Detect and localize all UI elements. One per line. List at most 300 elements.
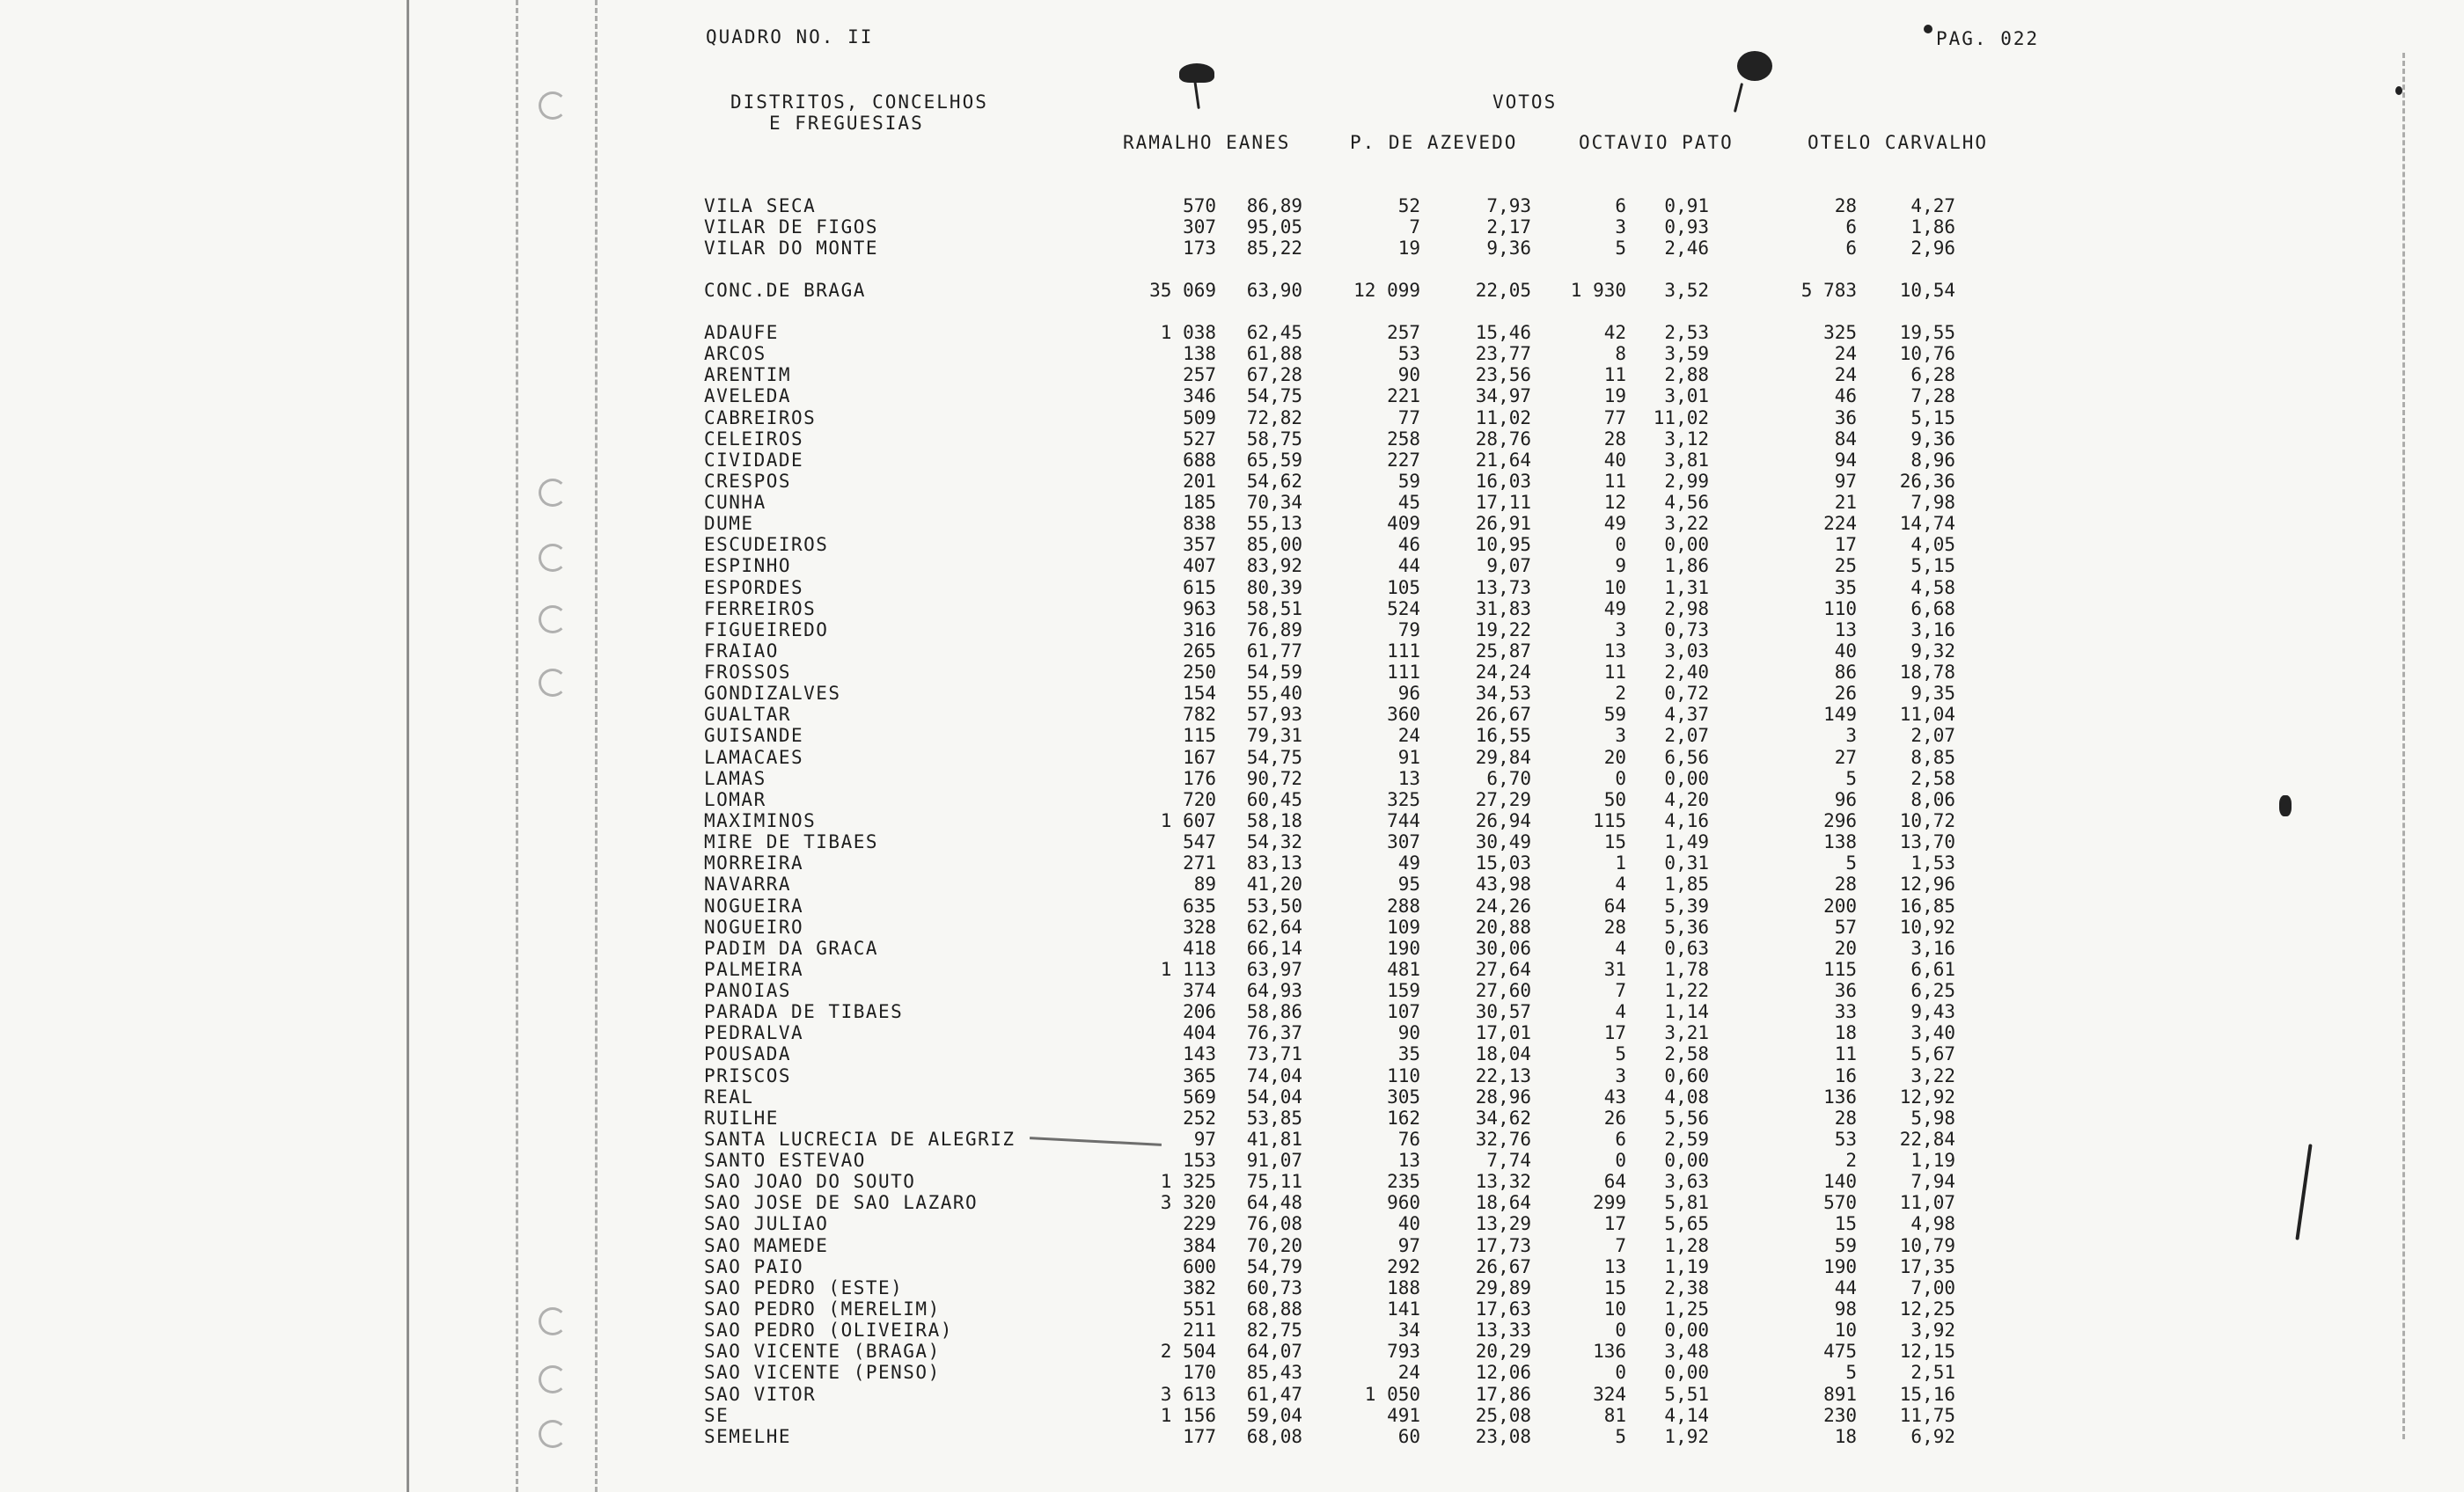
vote-percent: 0,93 (1664, 216, 1709, 238)
vote-percent: 8,85 (1910, 746, 1955, 768)
vote-percent: 75,11 (1246, 1171, 1302, 1193)
vote-count: 12 (1603, 492, 1626, 514)
vote-count: 28 (1603, 916, 1626, 938)
table-row (0, 1086, 2112, 1108)
vote-percent: 1,92 (1664, 1425, 1709, 1447)
vote-percent: 5,15 (1910, 406, 1955, 428)
vote-percent: 10,79 (1899, 1234, 1955, 1256)
vote-percent: 8,06 (1910, 788, 1955, 810)
vote-percent: 1,19 (1664, 1255, 1709, 1277)
vote-count: 18 (1834, 1425, 1857, 1447)
vote-count: 59 (1603, 704, 1626, 726)
vote-count: 418 (1183, 937, 1216, 959)
ink-dot (1924, 25, 1932, 33)
vote-percent: 3,16 (1910, 937, 1955, 959)
vote-count: 5 (1615, 1425, 1626, 1447)
vote-percent: 34,53 (1475, 683, 1531, 705)
vote-count: 20 (1603, 746, 1626, 768)
vote-count: 3 (1615, 725, 1626, 747)
vote-percent: 13,32 (1475, 1171, 1531, 1193)
vote-count: 5 (1845, 1362, 1857, 1384)
vote-count: 96 (1397, 683, 1420, 705)
vote-percent: 2,51 (1910, 1362, 1955, 1384)
vote-percent: 54,79 (1246, 1255, 1302, 1277)
vote-count: 4 (1615, 874, 1626, 896)
vote-percent: 16,85 (1899, 895, 1955, 917)
vote-count: 382 (1183, 1276, 1216, 1298)
vote-count: 9 (1615, 555, 1626, 577)
parish-name: SAO VICENTE (BRAGA) (704, 1341, 941, 1363)
vote-percent: 0,00 (1664, 1362, 1709, 1384)
vote-count: 15 (1603, 1276, 1626, 1298)
vote-percent: 12,06 (1475, 1362, 1531, 1384)
vote-percent: 24,24 (1475, 662, 1531, 684)
parish-name: GUISANDE (704, 725, 804, 747)
vote-count: 11 (1603, 364, 1626, 386)
vote-count: 57 (1834, 916, 1857, 938)
vote-percent: 6,61 (1910, 958, 1955, 980)
vote-percent: 34,97 (1475, 385, 1531, 407)
vote-percent: 9,36 (1910, 428, 1955, 450)
vote-percent: 54,62 (1246, 470, 1302, 492)
vote-count: 105 (1387, 576, 1420, 598)
vote-count: 0 (1615, 1320, 1626, 1342)
vote-count: 97 (1193, 1128, 1216, 1150)
vote-count: 481 (1387, 958, 1420, 980)
vote-count: 36 (1834, 980, 1857, 1002)
vote-count: 224 (1823, 513, 1857, 535)
vote-percent: 60,45 (1246, 788, 1302, 810)
table-row (0, 1426, 2112, 1447)
table-row (0, 1298, 2112, 1320)
pen-stroke (1734, 83, 1743, 113)
vote-count: 94 (1834, 449, 1857, 471)
vote-percent: 3,21 (1664, 1022, 1709, 1044)
vote-count: 1 607 (1160, 809, 1216, 831)
vote-count: 3 (1615, 1064, 1626, 1086)
vote-percent: 5,56 (1664, 1107, 1709, 1129)
vote-percent: 16,55 (1475, 725, 1531, 747)
vote-percent: 5,36 (1664, 916, 1709, 938)
vote-percent: 13,33 (1475, 1320, 1531, 1342)
vote-percent: 41,20 (1246, 874, 1302, 896)
vote-percent: 27,60 (1475, 980, 1531, 1002)
table-row (0, 852, 2112, 874)
vote-count: 7 (1615, 1234, 1626, 1256)
parish-name: VILAR DO MONTE (704, 238, 879, 260)
vote-count: 59 (1397, 470, 1420, 492)
vote-percent: 3,59 (1664, 343, 1709, 365)
vote-count: 28 (1834, 1107, 1857, 1129)
vote-percent: 5,15 (1910, 555, 1955, 577)
table-row (0, 385, 2112, 406)
vote-count: 3 320 (1160, 1192, 1216, 1214)
vote-percent: 3,92 (1910, 1320, 1955, 1342)
parish-name: SAO JULIAO (704, 1213, 829, 1235)
vote-count: 24 (1834, 343, 1857, 365)
parish-name: PRISCOS (704, 1064, 792, 1086)
vote-percent: 9,36 (1486, 238, 1531, 260)
vote-percent: 54,32 (1246, 831, 1302, 853)
vote-percent: 10,76 (1899, 343, 1955, 365)
vote-count: 793 (1387, 1341, 1420, 1363)
vote-count: 11 (1603, 662, 1626, 684)
vote-percent: 2,38 (1664, 1276, 1709, 1298)
vote-count: 257 (1183, 364, 1216, 386)
vote-percent: 91,07 (1246, 1150, 1302, 1172)
vote-percent: 3,63 (1664, 1171, 1709, 1193)
vote-count: 20 (1834, 937, 1857, 959)
vote-count: 409 (1387, 513, 1420, 535)
vote-count: 176 (1183, 767, 1216, 789)
vote-percent: 68,08 (1246, 1425, 1302, 1447)
vote-count: 46 (1397, 534, 1420, 556)
vote-percent: 4,16 (1664, 809, 1709, 831)
table-row (0, 364, 2112, 385)
parish-name: SAO MAMEDE (704, 1234, 829, 1256)
vote-count: 891 (1823, 1383, 1857, 1405)
vote-count: 11 (1834, 1043, 1857, 1065)
vote-percent: 28,76 (1475, 428, 1531, 450)
vote-count: 509 (1183, 406, 1216, 428)
parish-name: SAO JOSE DE SAO LAZARO (704, 1192, 979, 1214)
vote-percent: 63,90 (1246, 280, 1302, 301)
vote-percent: 22,05 (1475, 280, 1531, 301)
table-row (0, 534, 2112, 555)
vote-count: 570 (1183, 195, 1216, 216)
vote-count: 115 (1593, 809, 1626, 831)
candidate-header: OTELO CARVALHO (1808, 132, 1989, 153)
vote-count: 19 (1397, 238, 1420, 260)
vote-count: 360 (1387, 704, 1420, 726)
vote-percent: 0,60 (1664, 1064, 1709, 1086)
vote-count: 185 (1183, 492, 1216, 514)
parish-name: CELEIROS (704, 428, 804, 450)
vote-percent: 30,06 (1475, 937, 1531, 959)
vote-count: 547 (1183, 831, 1216, 853)
vote-count: 1 050 (1364, 1383, 1420, 1405)
parish-name: ARENTIM (704, 364, 792, 386)
vote-count: 138 (1823, 831, 1857, 853)
vote-percent: 3,48 (1664, 1341, 1709, 1363)
vote-percent: 26,67 (1475, 704, 1531, 726)
vote-percent: 23,77 (1475, 343, 1531, 365)
vote-count: 111 (1387, 640, 1420, 662)
vote-percent: 2,40 (1664, 662, 1709, 684)
vote-percent: 7,93 (1486, 195, 1531, 216)
vote-percent: 0,00 (1664, 534, 1709, 556)
parish-name: MIRE DE TIBAES (704, 831, 879, 853)
vote-count: 6 (1845, 238, 1857, 260)
vote-percent: 7,28 (1910, 385, 1955, 407)
table-row (0, 1192, 2112, 1213)
table-row (0, 1341, 2112, 1362)
vote-count: 5 (1845, 767, 1857, 789)
vote-count: 6 (1845, 216, 1857, 238)
vote-percent: 11,75 (1899, 1404, 1955, 1426)
parish-name: GUALTAR (704, 704, 792, 726)
vote-count: 173 (1183, 238, 1216, 260)
vote-percent: 6,25 (1910, 980, 1955, 1002)
vote-count: 153 (1183, 1150, 1216, 1172)
vote-count: 42 (1603, 322, 1626, 343)
vote-count: 162 (1387, 1107, 1420, 1129)
vote-count: 17 (1603, 1213, 1626, 1235)
parish-name: CRESPOS (704, 470, 792, 492)
table-row (0, 1043, 2112, 1064)
vote-count: 21 (1834, 492, 1857, 514)
ink-blot (1179, 63, 1214, 83)
vote-percent: 31,83 (1475, 597, 1531, 619)
vote-count: 296 (1823, 809, 1857, 831)
vote-count: 53 (1397, 343, 1420, 365)
vote-count: 1 (1615, 852, 1626, 874)
vote-percent: 2,88 (1664, 364, 1709, 386)
vote-percent: 2,99 (1664, 470, 1709, 492)
table-row (0, 1277, 2112, 1298)
parish-name: FIGUEIREDO (704, 618, 829, 640)
vote-percent: 6,56 (1664, 746, 1709, 768)
vote-count: 4 (1615, 1001, 1626, 1023)
vote-count: 81 (1603, 1404, 1626, 1426)
vote-percent: 66,14 (1246, 937, 1302, 959)
parish-name: LAMACAES (704, 746, 804, 768)
vote-count: 288 (1387, 895, 1420, 917)
vote-count: 27 (1834, 746, 1857, 768)
table-row (0, 280, 2112, 301)
vote-count: 1 325 (1160, 1171, 1216, 1193)
vote-count: 384 (1183, 1234, 1216, 1256)
vote-count: 7 (1409, 216, 1420, 238)
vote-percent: 61,47 (1246, 1383, 1302, 1405)
vote-count: 527 (1183, 428, 1216, 450)
table-row (0, 810, 2112, 831)
vote-count: 13 (1603, 1255, 1626, 1277)
vote-percent: 54,04 (1246, 1086, 1302, 1108)
vote-count: 5 (1845, 852, 1857, 874)
table-row (0, 1362, 2112, 1383)
vote-count: 28 (1834, 195, 1857, 216)
ink-dot (2395, 86, 2402, 95)
vote-percent: 14,74 (1899, 513, 1955, 535)
vote-percent: 85,43 (1246, 1362, 1302, 1384)
parish-name: VILAR DE FIGOS (704, 216, 879, 238)
vote-count: 782 (1183, 704, 1216, 726)
vote-percent: 3,16 (1910, 618, 1955, 640)
table-row (0, 598, 2112, 619)
vote-count: 0 (1615, 1150, 1626, 1172)
vote-count: 6 (1615, 1128, 1626, 1150)
vote-percent: 2,07 (1664, 725, 1709, 747)
vote-percent: 26,67 (1475, 1255, 1531, 1277)
vote-count: 257 (1387, 322, 1420, 343)
vote-count: 230 (1823, 1404, 1857, 1426)
vote-percent: 6,68 (1910, 597, 1955, 619)
vote-count: 84 (1834, 428, 1857, 450)
parish-name: ARCOS (704, 343, 766, 365)
ink-blot (1737, 51, 1772, 81)
vote-count: 97 (1834, 470, 1857, 492)
vote-count: 64 (1603, 1171, 1626, 1193)
vote-count: 77 (1603, 406, 1626, 428)
parish-name: CIVIDADE (704, 449, 804, 471)
table-row (0, 1256, 2112, 1277)
vote-percent: 2,98 (1664, 597, 1709, 619)
vote-count: 177 (1183, 1425, 1216, 1447)
vote-percent: 61,77 (1246, 640, 1302, 662)
vote-count: 252 (1183, 1107, 1216, 1129)
table-row (0, 407, 2112, 428)
vote-count: 258 (1387, 428, 1420, 450)
vote-percent: 27,64 (1475, 958, 1531, 980)
vote-count: 154 (1183, 683, 1216, 705)
vote-percent: 4,27 (1910, 195, 1955, 216)
vote-percent: 1,85 (1664, 874, 1709, 896)
vote-count: 615 (1183, 576, 1216, 598)
vote-count: 149 (1823, 704, 1857, 726)
candidate-header: P. DE AZEVEDO (1350, 132, 1518, 153)
vote-count: 115 (1823, 958, 1857, 980)
vote-percent: 3,22 (1664, 513, 1709, 535)
vote-count: 98 (1834, 1298, 1857, 1320)
vote-percent: 18,78 (1899, 662, 1955, 684)
vote-percent: 8,96 (1910, 449, 1955, 471)
vote-count: 18 (1834, 1022, 1857, 1044)
parish-name: GONDIZALVES (704, 683, 841, 705)
vote-percent: 74,04 (1246, 1064, 1302, 1086)
vote-count: 211 (1183, 1320, 1216, 1342)
vote-count: 24 (1834, 364, 1857, 386)
vote-count: 227 (1387, 449, 1420, 471)
vote-count: 569 (1183, 1086, 1216, 1108)
vote-count: 325 (1387, 788, 1420, 810)
parish-name: ESCUDEIROS (704, 534, 829, 556)
table-row (0, 768, 2112, 789)
vote-count: 28 (1603, 428, 1626, 450)
scan-edge-right (2402, 53, 2405, 1439)
vote-count: 316 (1183, 618, 1216, 640)
vote-count: 140 (1823, 1171, 1857, 1193)
vote-percent: 61,88 (1246, 343, 1302, 365)
vote-percent: 2,17 (1486, 216, 1531, 238)
vote-count: 8 (1615, 343, 1626, 365)
vote-count: 229 (1183, 1213, 1216, 1235)
table-row (0, 1108, 2112, 1129)
vote-percent: 13,29 (1475, 1213, 1531, 1235)
parish-name: PALMEIRA (704, 958, 804, 980)
vote-count: 33 (1834, 1001, 1857, 1023)
parish-name: CUNHA (704, 492, 766, 514)
vote-percent: 70,20 (1246, 1234, 1302, 1256)
parish-name: LAMAS (704, 767, 766, 789)
vote-percent: 6,92 (1910, 1425, 1955, 1447)
vote-count: 24 (1397, 1362, 1420, 1384)
vote-count: 35 (1834, 576, 1857, 598)
vote-percent: 1,14 (1664, 1001, 1709, 1023)
vote-count: 53 (1834, 1128, 1857, 1150)
vote-count: 76 (1397, 1128, 1420, 1150)
candidate-header: OCTAVIO PATO (1579, 132, 1734, 153)
vote-percent: 67,28 (1246, 364, 1302, 386)
table-row (0, 471, 2112, 492)
vote-percent: 5,67 (1910, 1043, 1955, 1065)
vote-percent: 7,94 (1910, 1171, 1955, 1193)
table-row (0, 980, 2112, 1001)
vote-percent: 1,31 (1664, 576, 1709, 598)
parish-name: RUILHE (704, 1107, 779, 1129)
table-row (0, 747, 2112, 768)
vote-count: 374 (1183, 980, 1216, 1002)
parish-name: MORREIRA (704, 852, 804, 874)
vote-percent: 55,13 (1246, 513, 1302, 535)
table-row (0, 1129, 2112, 1150)
vote-percent: 9,32 (1910, 640, 1955, 662)
vote-count: 307 (1183, 216, 1216, 238)
vote-percent: 5,51 (1664, 1383, 1709, 1405)
vote-count: 190 (1823, 1255, 1857, 1277)
vote-percent: 10,95 (1475, 534, 1531, 556)
vote-percent: 1,28 (1664, 1234, 1709, 1256)
table-row (0, 917, 2112, 938)
vote-percent: 3,22 (1910, 1064, 1955, 1086)
parish-name: PADIM DA GRACA (704, 937, 879, 959)
table-row (0, 640, 2112, 662)
vote-count: 0 (1615, 534, 1626, 556)
vote-count: 49 (1603, 513, 1626, 535)
vote-percent: 5,98 (1910, 1107, 1955, 1129)
vote-percent: 5,65 (1664, 1213, 1709, 1235)
vote-count: 6 (1615, 195, 1626, 216)
vote-percent: 27,29 (1475, 788, 1531, 810)
vote-count: 10 (1834, 1320, 1857, 1342)
vote-count: 688 (1183, 449, 1216, 471)
vote-percent: 3,12 (1664, 428, 1709, 450)
vote-count: 115 (1183, 725, 1216, 747)
vote-percent: 58,18 (1246, 809, 1302, 831)
vote-percent: 7,98 (1910, 492, 1955, 514)
vote-count: 24 (1397, 725, 1420, 747)
parish-name: SAO PEDRO (MERELIM) (704, 1298, 941, 1320)
vote-count: 28 (1834, 874, 1857, 896)
vote-count: 201 (1183, 470, 1216, 492)
vote-percent: 4,37 (1664, 704, 1709, 726)
vote-count: 838 (1183, 513, 1216, 535)
vote-count: 328 (1183, 916, 1216, 938)
frame-label: QUADRO NO. II (706, 26, 874, 48)
vote-percent: 34,62 (1475, 1107, 1531, 1129)
vote-count: 5 (1615, 1043, 1626, 1065)
vote-count: 59 (1834, 1234, 1857, 1256)
vote-percent: 4,98 (1910, 1213, 1955, 1235)
vote-percent: 10,92 (1899, 916, 1955, 938)
vote-count: 271 (1183, 852, 1216, 874)
vote-percent: 15,46 (1475, 322, 1531, 343)
vote-percent: 15,16 (1899, 1383, 1955, 1405)
table-row (0, 1405, 2112, 1426)
vote-percent: 12,15 (1899, 1341, 1955, 1363)
vote-percent: 6,28 (1910, 364, 1955, 386)
vote-count: 167 (1183, 746, 1216, 768)
vote-count: 86 (1834, 662, 1857, 684)
vote-percent: 54,59 (1246, 662, 1302, 684)
vote-percent: 5,81 (1664, 1192, 1709, 1214)
vote-percent: 9,35 (1910, 683, 1955, 705)
vote-count: 221 (1387, 385, 1420, 407)
parish-name: SAO JOAO DO SOUTO (704, 1171, 916, 1193)
vote-count: 600 (1183, 1255, 1216, 1277)
parish-name: VILA SECA (704, 195, 817, 216)
vote-count: 97 (1397, 1234, 1420, 1256)
